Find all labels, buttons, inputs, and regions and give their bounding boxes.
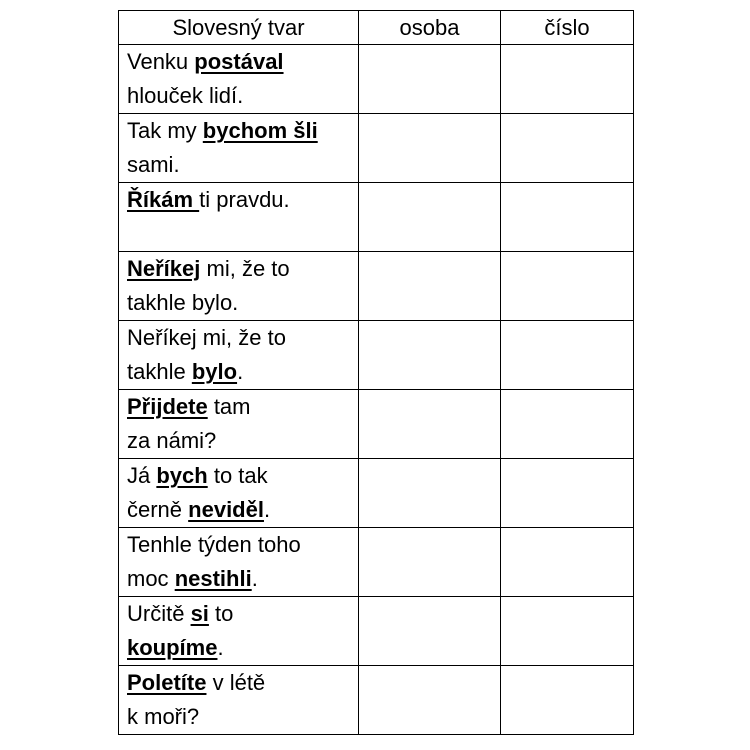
verb-form-highlight: nestihli [174, 566, 252, 591]
verb-form-highlight: Přijdete [127, 394, 208, 419]
number-answer-cell[interactable] [501, 183, 634, 252]
sentence-text: . [263, 497, 271, 522]
person-answer-cell[interactable] [359, 597, 501, 666]
sentence-cell [119, 666, 359, 735]
sentence-line [127, 355, 358, 389]
sentence-text: Neříkej mi, že to [127, 325, 286, 350]
table-row [119, 321, 634, 390]
number-answer-cell[interactable] [501, 321, 634, 390]
sentence-text: takhle [127, 359, 192, 384]
sentence-line [127, 390, 358, 424]
sentence-text: v létě [206, 670, 266, 695]
number-answer-cell[interactable] [501, 459, 634, 528]
person-answer-cell[interactable] [359, 114, 501, 183]
sentence-line [127, 666, 358, 700]
person-answer-cell[interactable] [359, 321, 501, 390]
sentence-text: Tak my [127, 118, 203, 143]
table-row [119, 597, 634, 666]
header-number: číslo [501, 11, 634, 45]
sentence-line [127, 700, 358, 734]
verb-form-highlight: koupíme [127, 635, 218, 660]
person-answer-cell[interactable] [359, 528, 501, 597]
sentence-line [127, 183, 358, 217]
verb-form-highlight: neviděl [188, 497, 264, 522]
person-answer-cell[interactable] [359, 390, 501, 459]
sentence-line [127, 286, 358, 320]
sentence-text: ti pravdu. [199, 187, 290, 212]
verb-form-highlight: bychom šli [202, 118, 318, 143]
sentence-line [127, 493, 358, 527]
verb-form-highlight: bylo [191, 359, 238, 384]
header-person: osoba [359, 11, 501, 45]
number-answer-cell[interactable] [501, 114, 634, 183]
table-row [119, 528, 634, 597]
sentence-line [127, 114, 358, 148]
table-row [119, 252, 634, 321]
sentence-text: Tenhle týden toho [127, 532, 301, 557]
table-row [119, 666, 634, 735]
sentence-text: moc [127, 566, 175, 591]
sentence-cell [119, 597, 359, 666]
sentence-text: . [217, 635, 224, 660]
table-row [119, 45, 634, 114]
sentence-text: mi, že to [200, 256, 290, 281]
sentence-text: sami. [127, 152, 180, 177]
sentence-text: hlouček lidí. [127, 83, 244, 108]
sentence-text: k moři? [127, 704, 200, 729]
sentence-text: Venku [127, 49, 195, 74]
sentence-text: . [237, 359, 244, 384]
sentence-line [127, 631, 358, 665]
person-answer-cell[interactable] [359, 459, 501, 528]
person-answer-cell[interactable] [359, 252, 501, 321]
sentence-cell [119, 390, 359, 459]
verb-exercise-table [118, 10, 634, 735]
header-verb-form: Slovesný tvar [119, 11, 359, 45]
sentence-line [127, 562, 358, 596]
table-row [119, 183, 634, 252]
number-answer-cell[interactable] [501, 390, 634, 459]
number-answer-cell[interactable] [501, 666, 634, 735]
sentence-text: černě [127, 497, 189, 522]
sentence-text: takhle bylo. [127, 290, 239, 315]
verb-form-highlight: si [190, 601, 209, 626]
sentence-cell [119, 321, 359, 390]
number-answer-cell[interactable] [501, 528, 634, 597]
number-answer-cell[interactable] [501, 597, 634, 666]
sentence-text: za námi? [127, 428, 217, 453]
table-row [119, 114, 634, 183]
verb-form-highlight: Poletíte [127, 670, 207, 695]
number-answer-cell[interactable] [501, 252, 634, 321]
sentence-line [127, 321, 358, 355]
number-answer-cell[interactable] [501, 45, 634, 114]
table-row [119, 390, 634, 459]
header-row [119, 11, 634, 45]
table-row [119, 459, 634, 528]
person-answer-cell[interactable] [359, 666, 501, 735]
sentence-line [127, 597, 358, 631]
verb-form-highlight: bych [156, 463, 208, 488]
sentence-cell [119, 528, 359, 597]
person-answer-cell[interactable] [359, 183, 501, 252]
sentence-text: to tak [207, 463, 268, 488]
verb-form-highlight: Neříkej [127, 256, 201, 281]
sentence-line [127, 148, 358, 182]
sentence-text: . [251, 566, 258, 591]
sentence-line [127, 45, 358, 79]
sentence-line [127, 459, 358, 493]
sentence-line [127, 528, 358, 562]
verb-form-highlight: postával [194, 49, 284, 74]
sentence-cell [119, 45, 359, 114]
sentence-cell [119, 459, 359, 528]
sentence-line [127, 424, 358, 458]
sentence-cell [119, 183, 359, 252]
sentence-text: to [208, 601, 234, 626]
sentence-text: Já [127, 463, 157, 488]
sentence-line [127, 79, 358, 113]
sentence-cell [119, 252, 359, 321]
sentence-text: tam [207, 394, 251, 419]
sentence-cell [119, 114, 359, 183]
person-answer-cell[interactable] [359, 45, 501, 114]
verb-form-highlight: Říkám [127, 187, 200, 212]
sentence-text: Určitě [127, 601, 191, 626]
sentence-line [127, 252, 358, 286]
